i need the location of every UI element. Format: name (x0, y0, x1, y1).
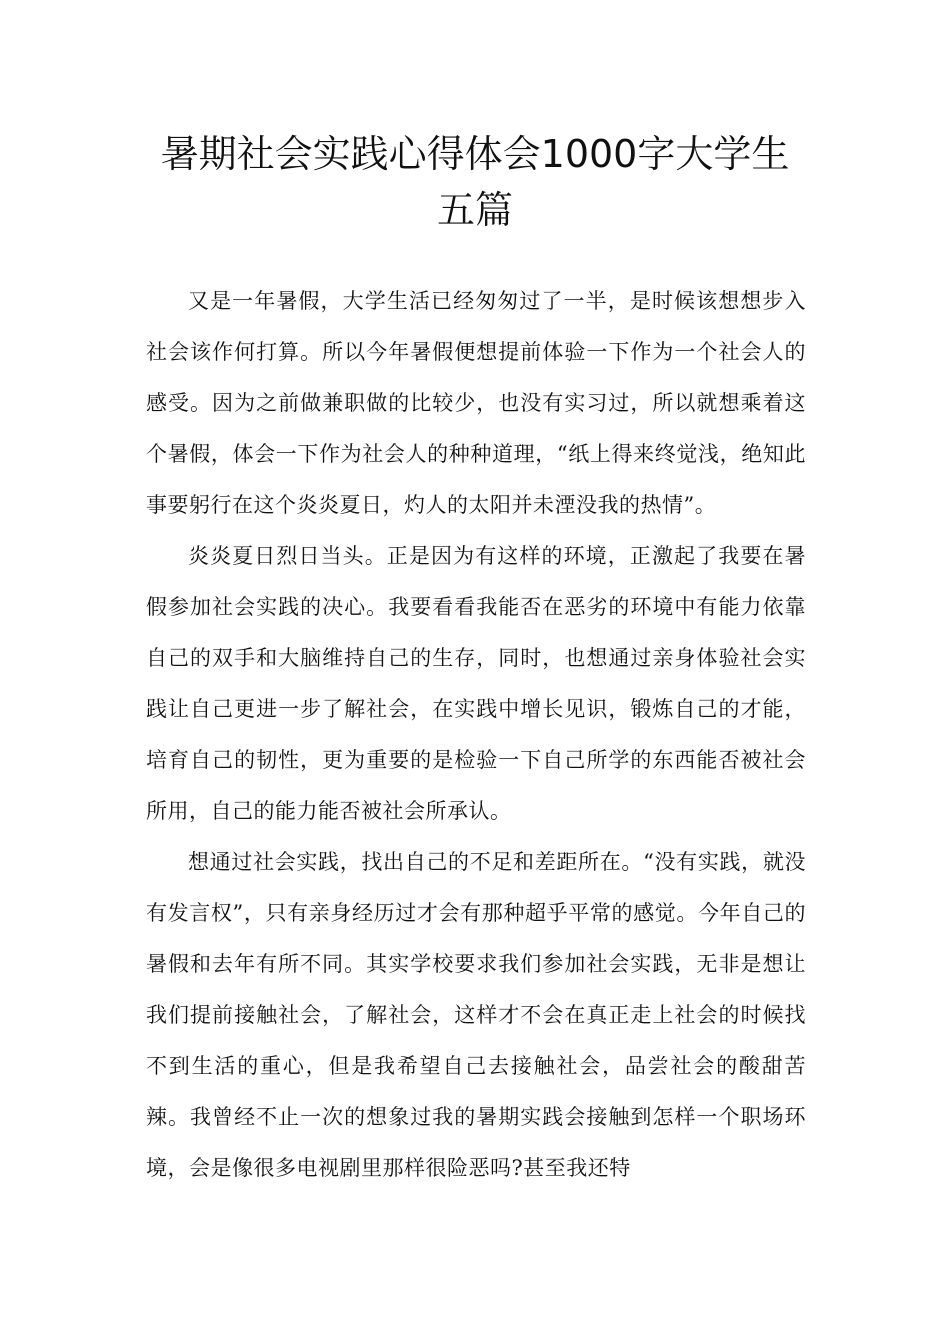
title-line-2: 五篇 (436, 188, 513, 232)
document-body (146, 276, 806, 1194)
paragraph-1: 又是一年暑假，大学生活已经匆匆过了一半，是时候该想想步入社会该作何打算。所以今年暑假便想提前体验一下作为一个社会人的感受。因为之前做兼职做的比较少，也没有实习过，所以就想乘着这个暑假，体会一下作为社会人的种种道理，“纸上得来终觉浅，绝知此事要躬行在这个炎炎夏日，灼人的太阳并未湮没我的热情”。 (146, 289, 806, 517)
document-title (130, 126, 820, 238)
title-line-1: 暑期社会实践心得体会1000字大学生 (160, 132, 790, 176)
paragraph-3: 想通过社会实践，找出自己的不足和差距所在。“没有实践，就没有发言权”，只有亲身经历过才会有那种超乎平常的感觉。今年自己的暑假和去年有所不同。其实学校要求我们参加社会实践，无非是想让我们提前接触社会，了解社会，这样才不会在真正走上社会的时候找不到生活的重心，但是我希望自己去接触社会，品尝社会的酸甜苦辣。我曾经不止一次的想象过我的暑期实践会接触到怎样一个职场环境，会是像很多电视剧里那样很险恶吗?甚至我还特 (146, 850, 806, 1180)
paragraph-2: 炎炎夏日烈日当头。正是因为有这样的环境，正激起了我要在暑假参加社会实践的决心。我要看看我能否在恶劣的环境中有能力依靠自己的双手和大脑维持自己的生存，同时，也想通过亲身体验社会实践让自己更进一步了解社会，在实践中增长见识，锻炼自己的才能，培育自己的韧性，更为重要的是检验一下自己所学的东西能否被社会所用，自己的能力能否被社会所承认。 (146, 544, 806, 823)
